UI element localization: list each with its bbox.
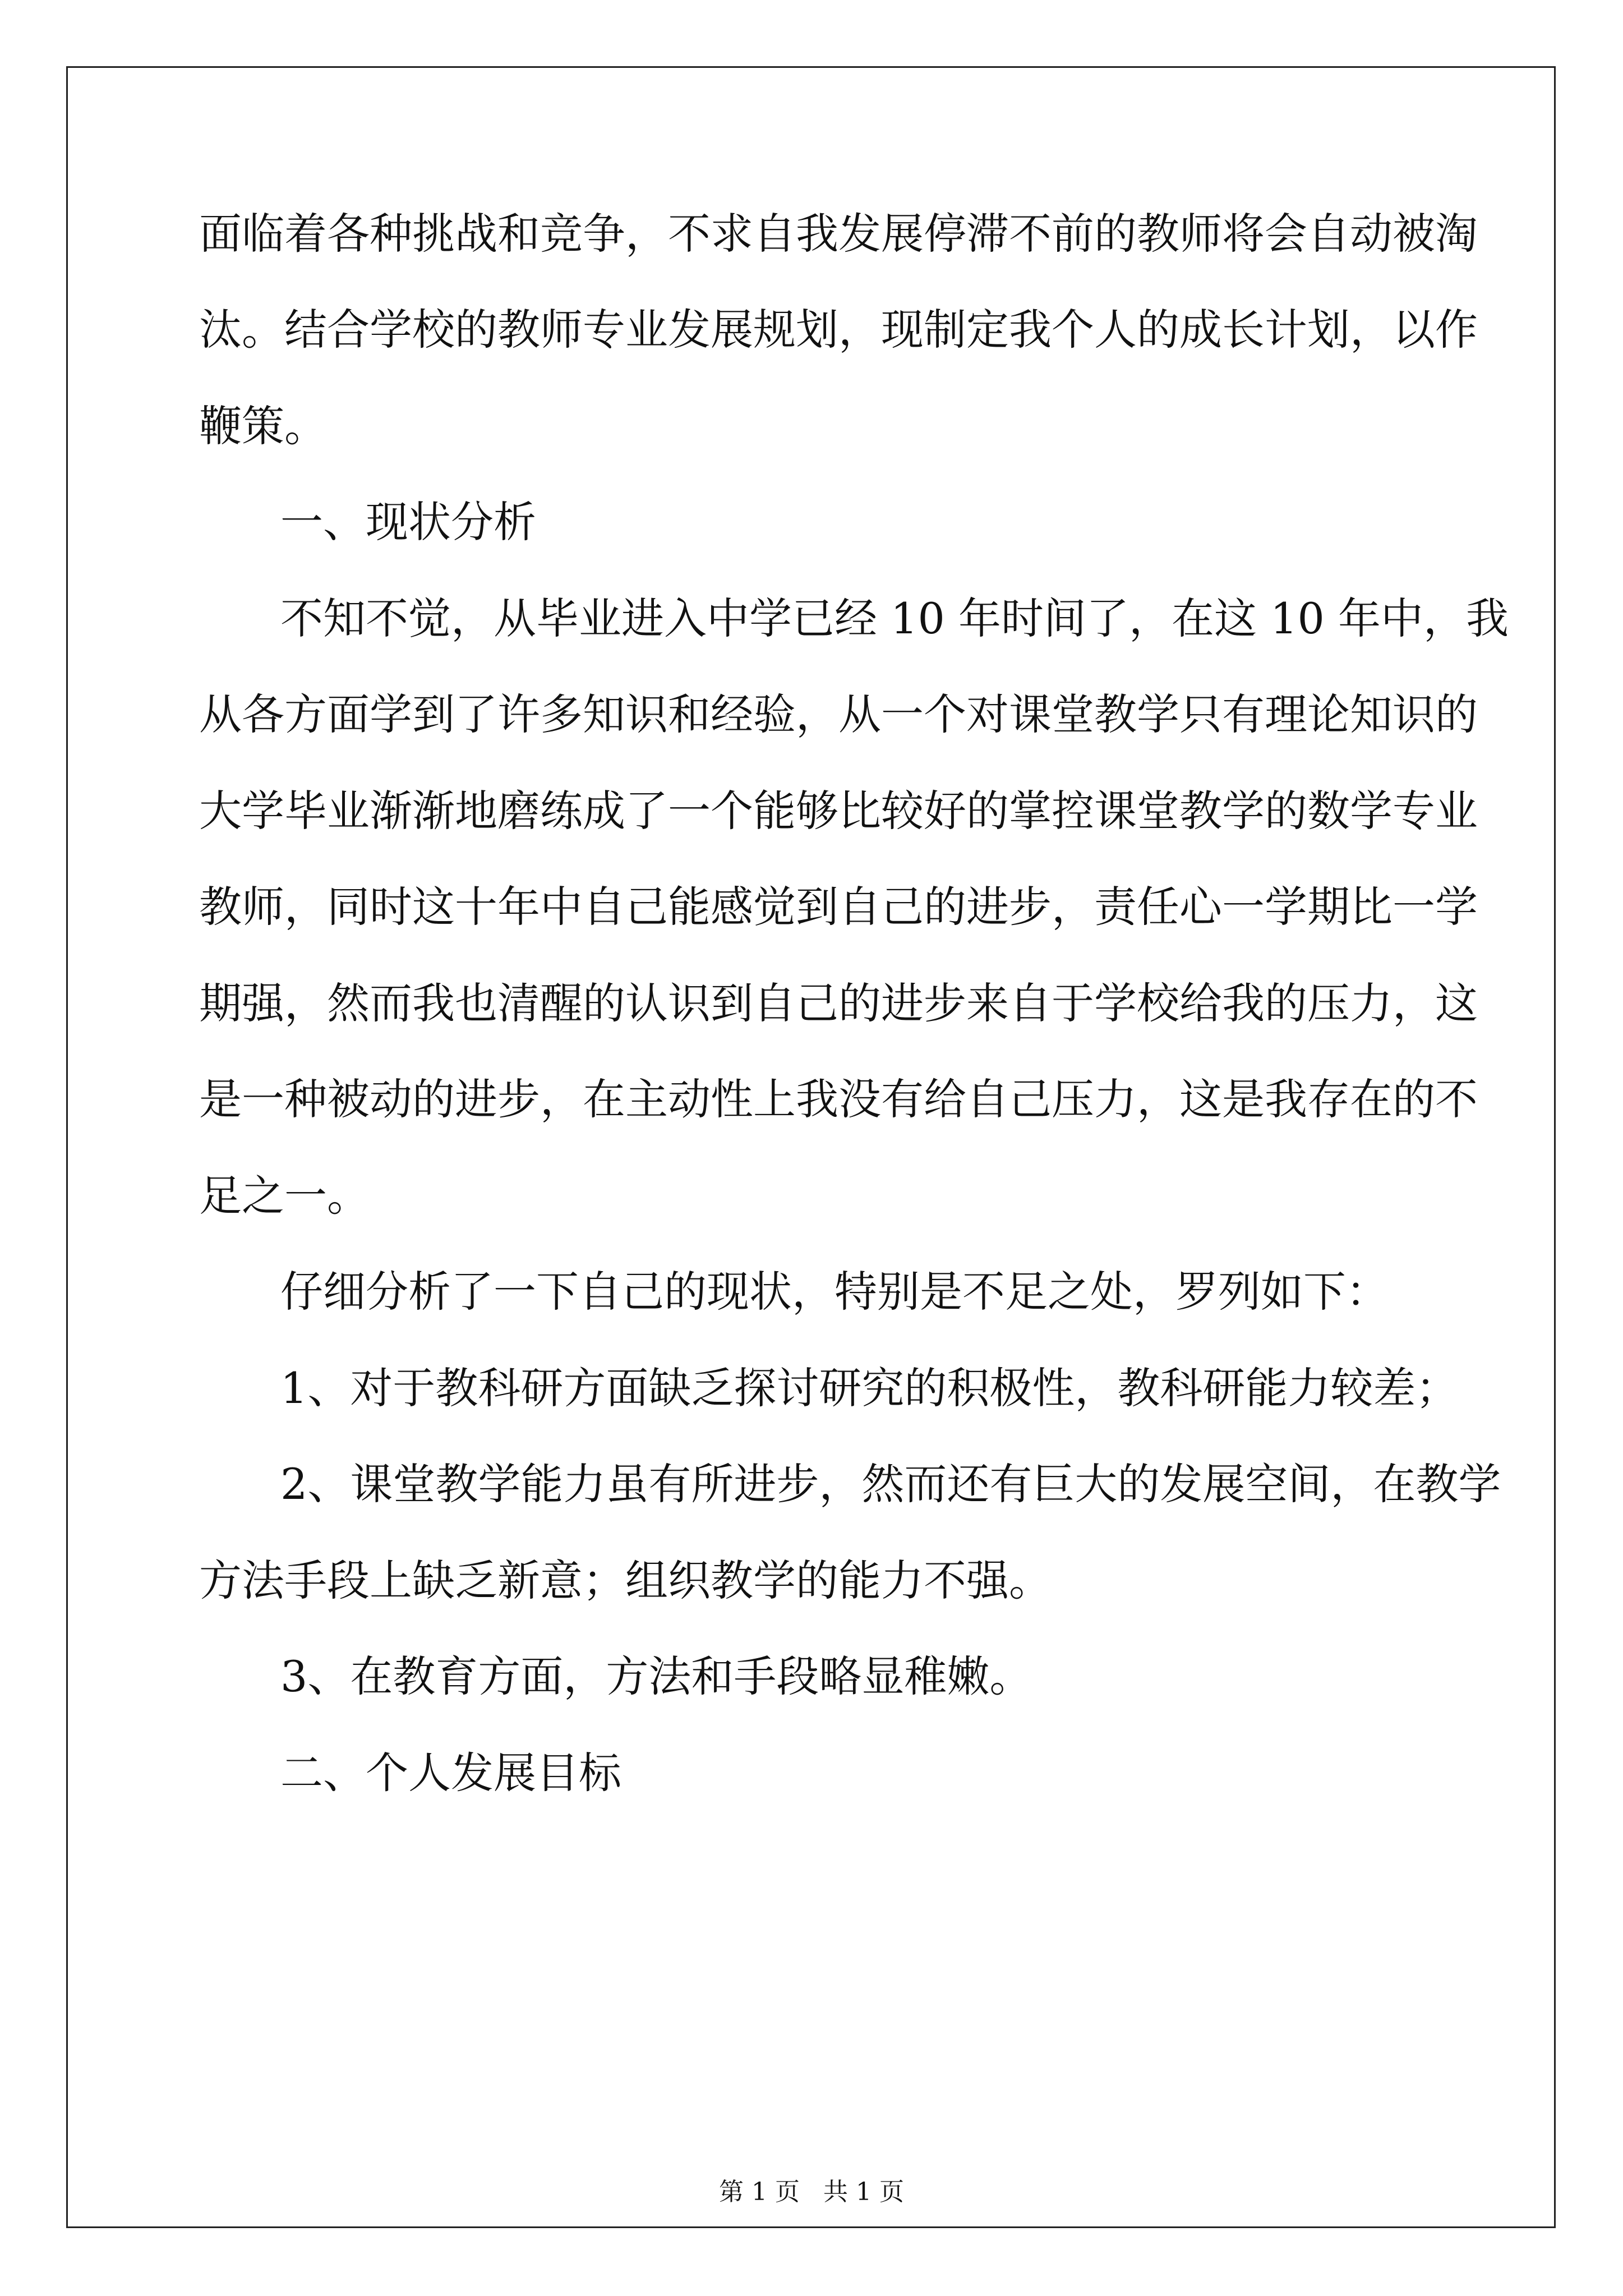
text-line: 大学毕业渐渐地磨练成了一个能够比较好的掌控课堂教学的数学专业 [199,786,1478,836]
text-line: 不知不觉，从毕业进入中学已经 10 年时间了，在这 10 年中，我 [280,593,1509,643]
section-heading: 一、现状分析 [280,497,536,547]
text-line: 是一种被动的进步，在主动性上我没有给自己压力，这是我存在的不 [199,1074,1478,1124]
page-number-total: 共 1 页 [823,2178,904,2206]
page-number-current: 第 1 页 [719,2178,800,2206]
section-heading: 二、个人发展目标 [280,1748,621,1798]
text-line: 仔细分析了一下自己的现状，特别是不足之处，罗列如下： [280,1267,1389,1317]
page-footer [0,2175,1623,2209]
text-line: 方法手段上缺乏新意；组织教学的能力不强。 [199,1556,1052,1605]
text-line: 从各方面学到了许多知识和经验，从一个对课堂教学只有理论知识的 [199,689,1478,739]
text-line: 面临着各种挑战和竞争，不求自我发展停滞不前的教师将会自动被淘 [199,209,1478,259]
text-line: 期强，然而我也清醒的认识到自己的进步来自于学校给我的压力，这 [199,978,1478,1028]
list-item: 1、对于教科研方面缺乏探讨研究的积极性，教科研能力较差； [280,1363,1459,1413]
text-line: 足之一。 [199,1171,370,1221]
text-line: 汰。结合学校的教师专业发展规划，现制定我个人的成长计划，以作 [199,305,1478,355]
text-line: 鞭策。 [199,401,327,451]
text-line: 教师，同时这十年中自己能感觉到自己的进步，责任心一学期比一学 [199,882,1478,932]
page-border [66,66,1556,2228]
list-item: 2、课堂教学能力虽有所进步，然而还有巨大的发展空间，在教学 [280,1459,1501,1509]
list-item: 3、在教育方面，方法和手段略显稚嫩。 [280,1651,1032,1701]
